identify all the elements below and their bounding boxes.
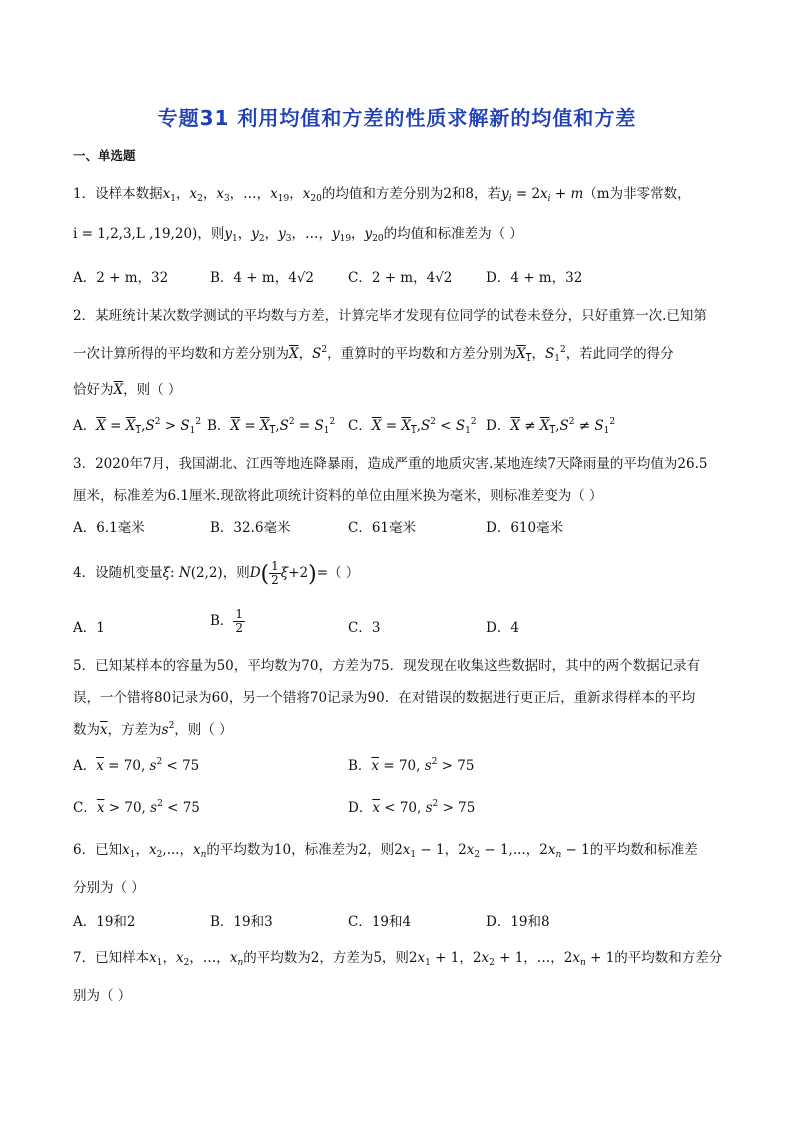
q6-option-b: B．19和3: [210, 914, 273, 930]
question-1-line-1: 1．设样本数据$x_1$，$x_2$，$x_3$，…，$x_{19}$，$x_{20}$的均值和方差分别为2和8，若$y_i = 2x_i + m(m$为非零常数，: [73, 186, 691, 204]
question-7-line-1: 7．已知样本$x_1$，$x_2$，…，$x_n$的平均数为2，方差为5，则$2x_1 + 1$，$2x_2 + 1$，…，$2x_n + 1$的平均数和方差分: [73, 950, 723, 968]
question-5-line-3: 数为$\overline{x}$，方差为$s^2$，则（ ）: [73, 721, 233, 738]
q3-option-b: B．32.6毫米: [210, 520, 291, 536]
question-3-line-2: 厘米，标准差为6.1厘米.现欲将此项统计资料的单位由厘米换为毫米，则标准差变为（ ）: [73, 488, 603, 504]
q1-option-d: D．4 + m，32: [486, 270, 583, 286]
question-2-line-1: 2．某班统计某次数学测试的平均数与方差，计算完毕才发现有位同学的试卷未登分，只好重算一次.已知第: [73, 308, 707, 324]
q2-option-a: A．$\overline{X} = X_1,S^2 > S_1^2$: [73, 417, 202, 436]
q1-option-c: C．2 + m，4√2: [348, 270, 453, 286]
question-3-line-1: 3．2020年7月，我国湖北、江西等地连降暴雨，造成严重的地质灾害.某地连续7天降雨量的平均值为26.5: [73, 456, 708, 472]
q2-option-b: B．$\overline{X} = X_1,S^2 = S_1^2$: [207, 417, 336, 436]
question-5-line-2: 误，一个错将80记录为60，另一个错将70记录为90．在对错误的数据进行更正后，重新求得样本的平均: [73, 690, 696, 706]
question-7-line-2: 别为（ ）: [73, 988, 132, 1004]
q4-option-d: D．4: [486, 620, 519, 636]
q4-option-b: B． $\frac{1}{2}$: [210, 607, 244, 635]
q6-option-a: A．19和2: [73, 914, 136, 930]
q1-option-b: B．4 + m，4√2: [210, 270, 314, 286]
question-4-line-1: 4．设随机变量ξ: N(2,2)，则D( $\frac{1}{2}$ ξ+2)=（ ）: [73, 559, 360, 587]
q3-option-d: D．610毫米: [486, 520, 564, 536]
question-5-line-1: 5．已知某样本的容量为50，平均数为70，方差为75．现发现在收集这些数据时，其中的两个数据记录有: [73, 658, 701, 674]
q3-option-c: C．61毫米: [348, 520, 417, 536]
q5-option-d: D．$\overline{x} < 70$, $s^2 > 75$: [348, 799, 476, 816]
section-heading: 一、单选题: [73, 148, 136, 163]
q1-option-a: A．2 + m，32: [73, 270, 169, 286]
q5-option-a: A．$\overline{x} = 70$, $s^2 < 75$: [73, 757, 200, 774]
page-title: 专题31 利用均值和方差的性质求解新的均值和方差: [157, 106, 637, 130]
question-2-line-3: 恰好为$\overline{X}$，则（ ）: [73, 382, 182, 398]
q3-option-a: A．6.1毫米: [73, 520, 145, 536]
question-6-line-1: 6．已知$x_1$，$x_2$,...，$x_n$的平均数为10，标准差为2，则$2x_1 - 1$，$2x_2 - 1$,...，$2x_n - 1$的平均数和标准差: [73, 842, 698, 860]
question-1-line-2: i = 1,2,3,L ,19,20)，则$y_1$，$y_2$，$y_3$，…，$y_{19}$，$y_{20}$的均值和标准差为（ ）: [73, 226, 523, 244]
question-2-line-2: 一次计算所得的平均数和方差分别为$\overline{X}$，$S^2$，重算时的平均数和方差分别为$X_1$，$S_1^2$，若此同学的得分: [73, 345, 674, 364]
q5-option-c: C．$\overline{x} > 70$, $s^2 < 75$: [73, 799, 200, 816]
q6-option-c: C．19和4: [348, 914, 412, 930]
q4-option-c: C．3: [348, 620, 381, 636]
q4-option-a: A．1: [73, 620, 105, 636]
q2-option-c: C．$\overline{X} = X_1,S^2 < S_1^2$: [348, 417, 477, 436]
q6-option-d: D．19和8: [486, 914, 550, 930]
question-6-line-2: 分别为（ ）: [73, 880, 145, 896]
q5-option-b: B．$\overline{x} = 70$, $s^2 > 75$: [348, 757, 475, 774]
q2-option-d: D．$\overline{X} \ne X_1,S^2 \ne S_1^2$: [486, 417, 616, 436]
